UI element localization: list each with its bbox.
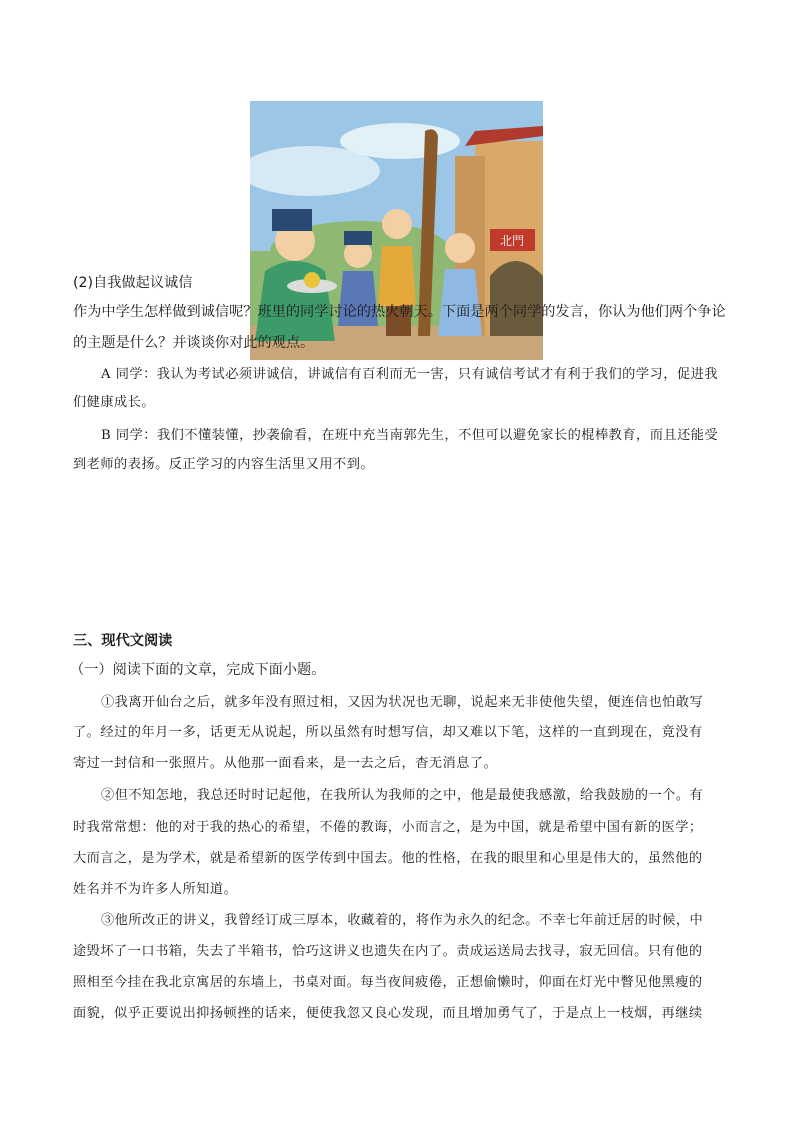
gate-sign: 北門 — [499, 234, 525, 248]
paragraph-1-line: 寄过一封信和一张照片。从他那一面看来，是一去之后，杳无消息了。 — [73, 756, 498, 771]
section2-prompt-line: 的主题是什么？并谈谈你对此的观点。 — [73, 335, 315, 351]
paragraph-3-line: 途毁坏了一口书箱，失去了半箱书，恰巧这讲义也遗失在内了。责成运送局去找寻，寂无回信。只有他的 — [73, 944, 703, 959]
speaker-a-statement: 们健康成长。 — [73, 395, 156, 410]
speaker-a-statement: A 同学：我认为考试必须讲诚信，讲诚信有百利而无一害，只有诚信考试才有利于我们的学习，促进我 — [101, 367, 718, 382]
paragraph-3-line: 照相至今挂在我北京寓居的东墙上，书桌对面。每当夜间疲倦，正想偷懒时，仰面在灯光中瞥见他黑瘦的 — [73, 975, 703, 990]
section2-prompt-line: 作为中学生怎样做到诚信呢？班里的同学讨论的热火朝天。下面是两个同学的发言，你认为他们两个争论 — [73, 304, 726, 320]
paragraph-2-line: 姓名并不为许多人所知道。 — [73, 882, 238, 897]
paragraph-2-line: ②但不知怎地，我总还时时记起他，在我所认为我师的之中，他是最使我感激，给我鼓励的一个。有 — [101, 788, 704, 803]
paragraph-3-line: ③他所改正的讲义，我曾经订成三厚本，收藏着的，将作为永久的纪念。不幸七年前迁居的时候，中 — [101, 913, 704, 928]
section2-subheading: (2)自我做起议诚信 — [73, 275, 193, 291]
section3-instruction: （一）阅读下面的文章，完成下面小题。 — [70, 662, 326, 678]
paragraph-2-line: 大而言之，是为学术，就是希望新的医学传到中国去。他的性格，在我的眼里和心里是伟大的，虽然他的 — [73, 851, 703, 866]
speaker-b-statement: B 同学：我们不懂装懂，抄袭偷看，在班中充当南郭先生，不但可以避免家长的棍棒教育，而且还能受 — [101, 428, 719, 443]
section3-title: 三、现代文阅读 — [73, 633, 173, 649]
paragraph-3-line: 面貌，似乎正要说出抑扬顿挫的话来，便使我忽又良心发现，而且增加勇气了，于是点上一枝烟，再继续 — [73, 1006, 703, 1021]
speaker-b-statement: 到老师的表扬。反正学习的内容生活里又用不到。 — [73, 457, 375, 472]
paragraph-2-line: 时我常常想：他的对于我的热心的希望，不倦的教诲，小而言之，是为中国，就是希望中国有新的医学； — [73, 820, 703, 835]
paragraph-1-line: 了。经过的年月一多，话更无从说起，所以虽然有时想写信，却又难以下笔，这样的一直到现在，竟没有 — [73, 725, 703, 740]
paragraph-1-line: ①我离开仙台之后，就多年没有照过相，又因为状况也无聊，说起来无非使他失望，便连信也怕敢写 — [101, 695, 704, 710]
